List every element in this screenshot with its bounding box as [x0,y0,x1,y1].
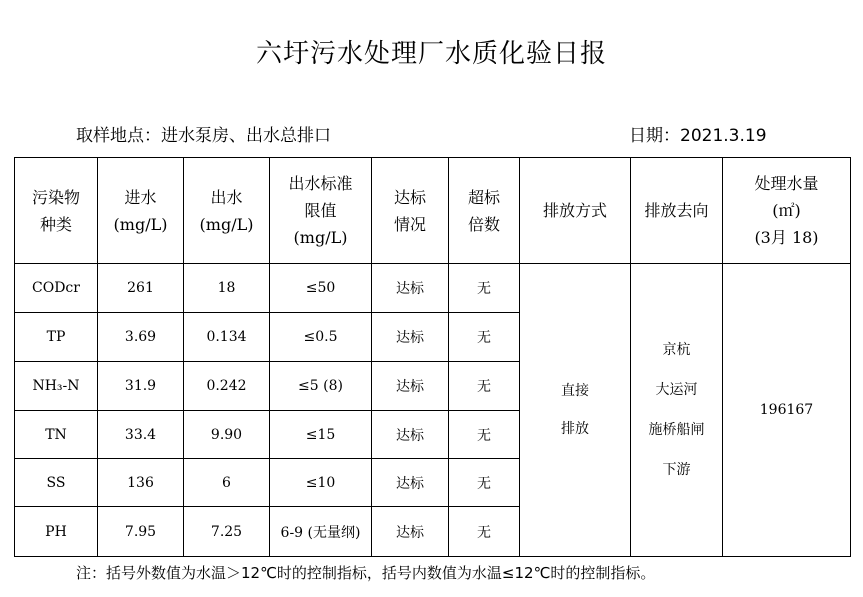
item-cell: SS [15,459,98,507]
outlet-cell: 7.25 [184,507,270,557]
limit-cell: 6-9 (无量纲) [270,507,372,557]
exceed-cell: 无 [449,507,520,557]
table-row [15,264,851,313]
limit-cell: ≤50 [270,264,372,313]
report-date: 日期：2021.3.19 [629,126,767,146]
status-cell: 达标 [372,362,449,411]
header-exceed: 超标 倍数 [449,158,520,264]
limit-cell: ≤5 (8) [270,362,372,411]
header-inlet: 进水 (mg/L) [98,158,184,264]
inlet-cell: 261 [98,264,184,313]
item-cell: TP [15,313,98,362]
status-cell: 达标 [372,459,449,507]
header-item: 污染物 种类 [15,158,98,264]
status-cell: 达标 [372,507,449,557]
exceed-cell: 无 [449,411,520,459]
header-status: 达标 情况 [372,158,449,264]
footnote: 注：括号外数值为水温＞12℃时的控制指标，括号内数值为水温≤12℃时的控制指标。 [76,564,656,582]
item-cell: NH₃-N [15,362,98,411]
item-cell: PH [15,507,98,557]
discharge-method-cell: 直接 排放 [520,264,631,557]
report-title: 六圩污水处理厂水质化验日报 [255,39,607,69]
outlet-cell: 18 [184,264,270,313]
outlet-cell: 0.134 [184,313,270,362]
header-volume: 处理水量 (㎡) (3月 18) [723,158,851,264]
outlet-cell: 0.242 [184,362,270,411]
inlet-cell: 3.69 [98,313,184,362]
discharge-destination-cell: 京杭 大运河 施桥船闸 下游 [631,264,723,557]
inlet-cell: 7.95 [98,507,184,557]
inlet-cell: 136 [98,459,184,507]
header-destination: 排放去向 [631,158,723,264]
header-method: 排放方式 [520,158,631,264]
exceed-cell: 无 [449,459,520,507]
treated-volume-cell: 196167 [723,264,851,557]
status-cell: 达标 [372,313,449,362]
inlet-cell: 33.4 [98,411,184,459]
exceed-cell: 无 [449,313,520,362]
inlet-cell: 31.9 [98,362,184,411]
outlet-cell: 9.90 [184,411,270,459]
limit-cell: ≤15 [270,411,372,459]
header-row [15,158,851,264]
exceed-cell: 无 [449,362,520,411]
header-limit: 出水标准 限值 (mg/L) [270,158,372,264]
limit-cell: ≤0.5 [270,313,372,362]
status-cell: 达标 [372,411,449,459]
outlet-cell: 6 [184,459,270,507]
exceed-cell: 无 [449,264,520,313]
status-cell: 达标 [372,264,449,313]
header-outlet: 出水 (mg/L) [184,158,270,264]
water-quality-table [14,157,851,557]
item-cell: TN [15,411,98,459]
sampling-location: 取样地点：进水泵房、出水总排口 [76,126,331,146]
limit-cell: ≤10 [270,459,372,507]
item-cell: CODcr [15,264,98,313]
